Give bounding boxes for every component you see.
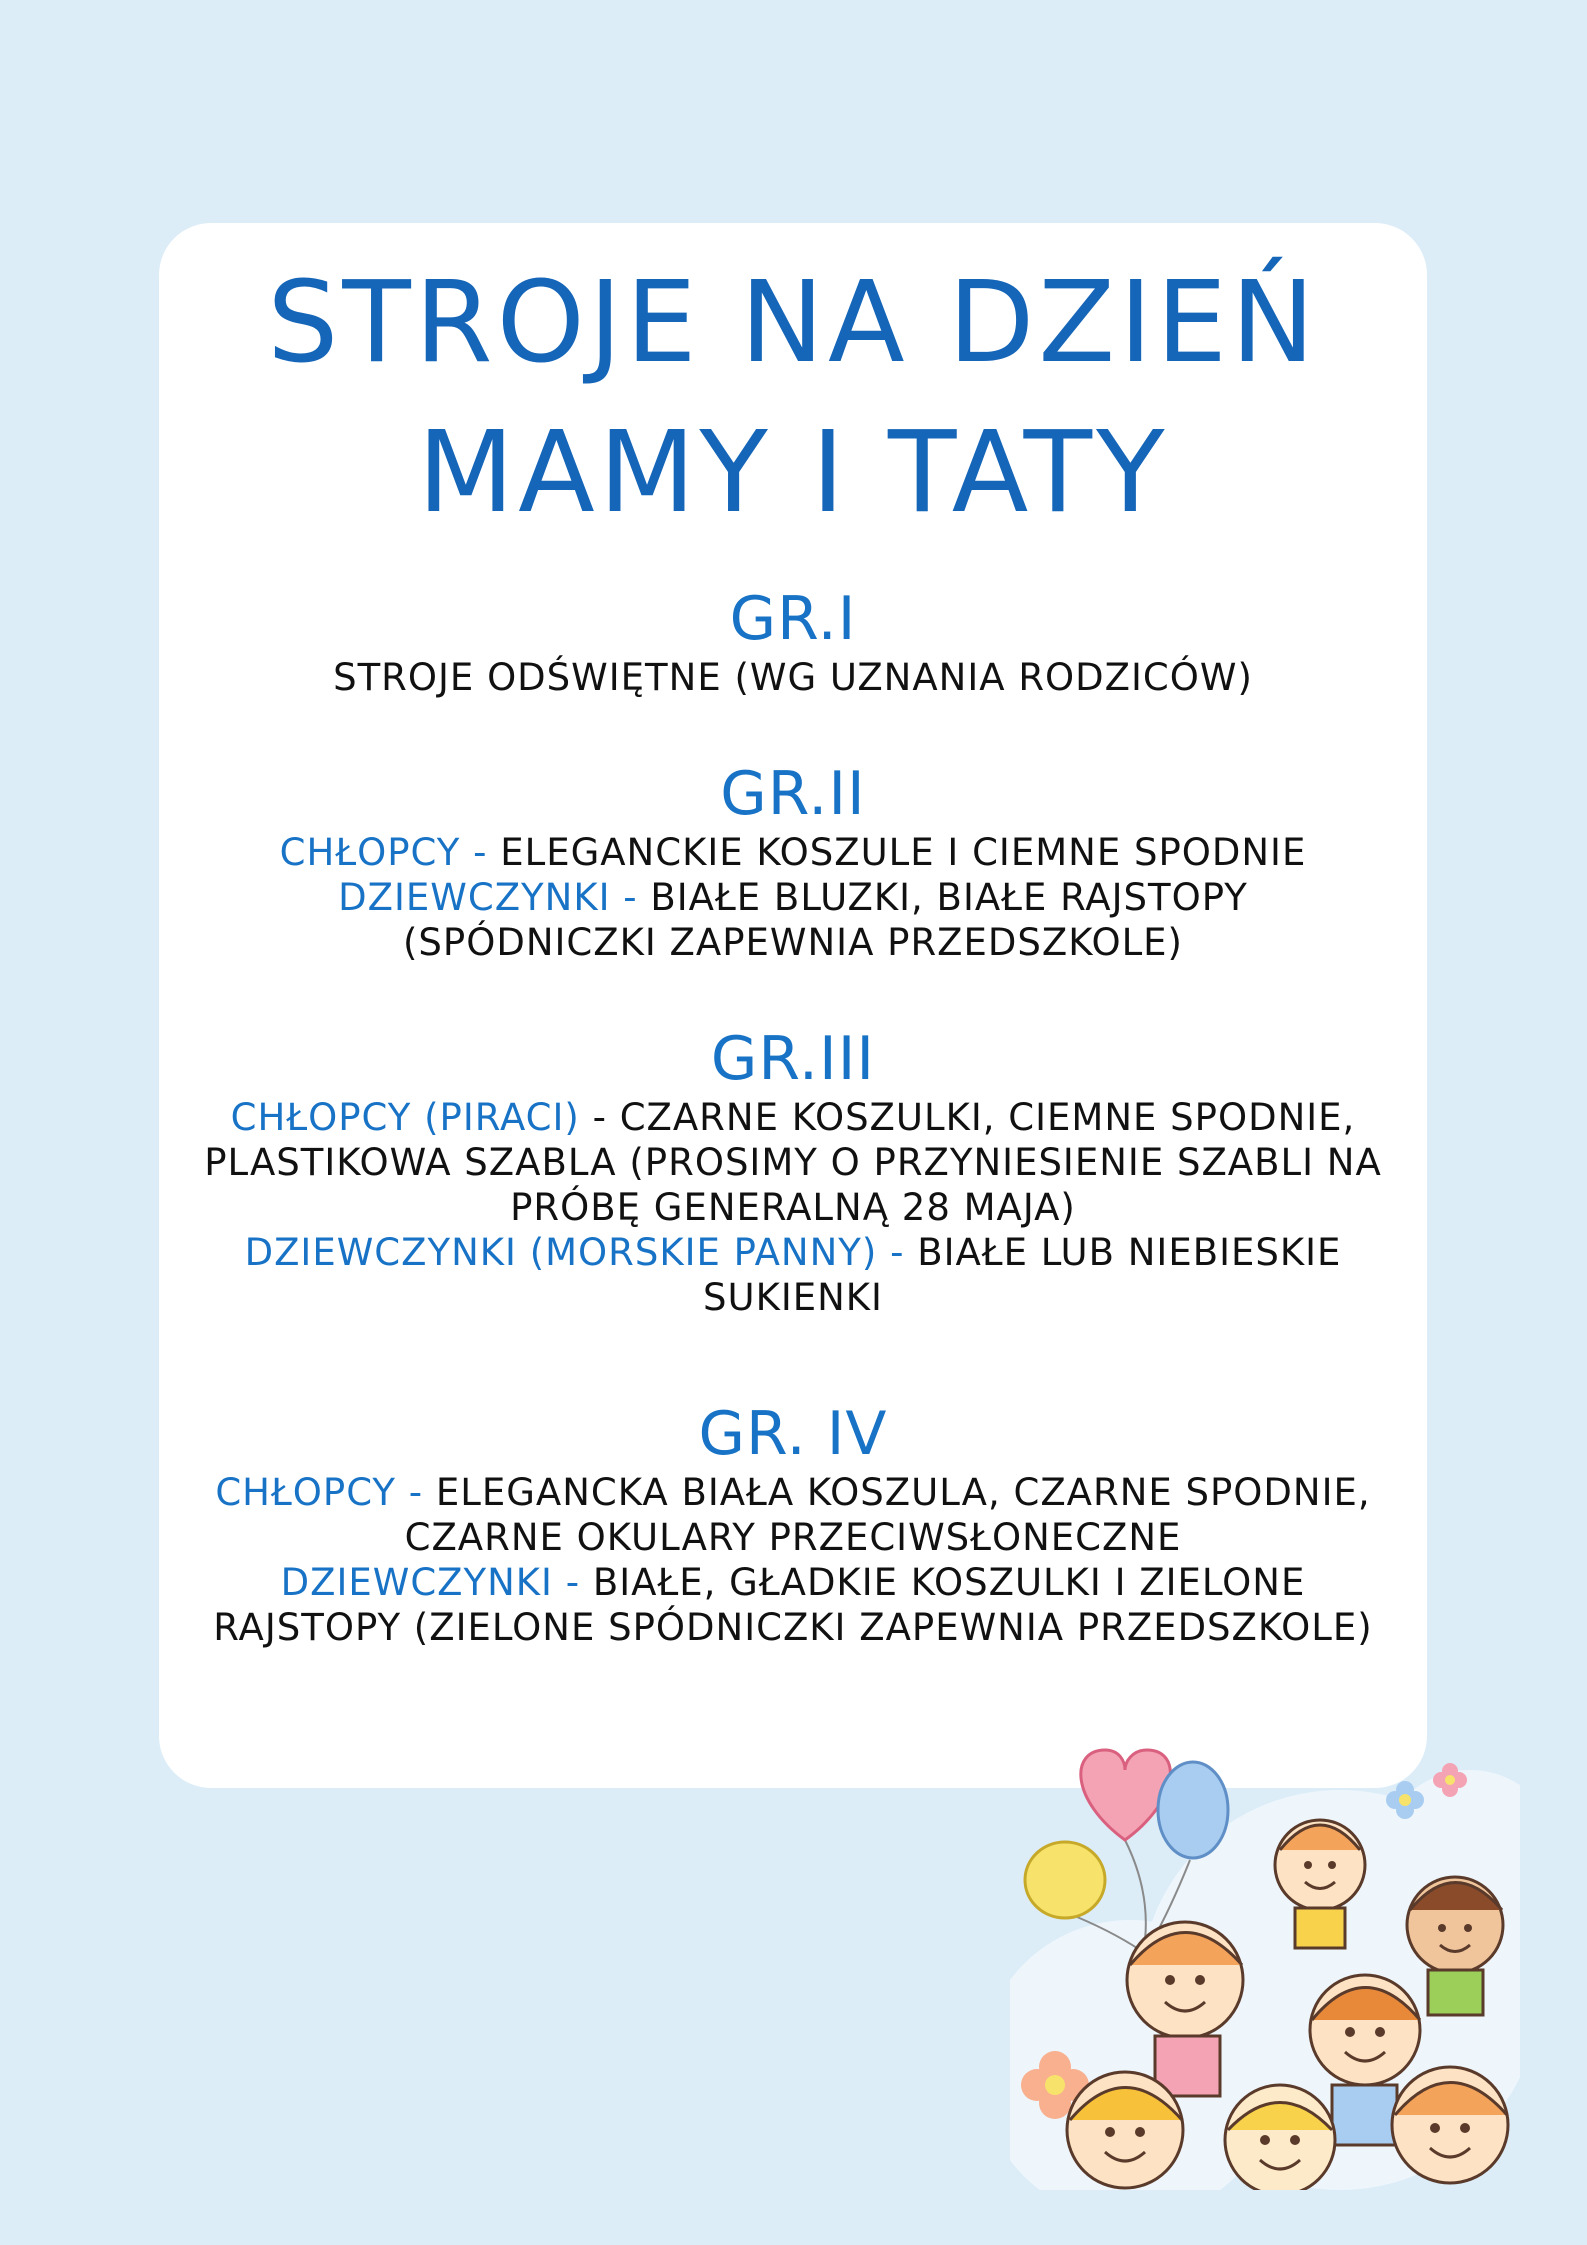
line-label: CHŁOPCY (PIRACI): [230, 1096, 593, 1139]
group-line: SUKIENKI: [703, 1276, 883, 1319]
page-title: [159, 248, 1427, 548]
group-line: CHŁOPCY - ELEGANCKIE KOSZULE I CIEMNE SPODNIE: [279, 831, 1307, 874]
children-with-balloons-illustration: [1010, 1740, 1520, 2190]
group-section-2: [159, 758, 1427, 965]
group-line: DZIEWCZYNKI - BIAŁE, GŁADKIE KOSZULKI I ZIELONE: [280, 1561, 1306, 1604]
heart-balloon-icon: [1081, 1750, 1171, 1840]
group-title: GR.III: [710, 1024, 876, 1094]
group-line: CZARNE OKULARY PRZECIWSŁONECZNE: [404, 1516, 1182, 1559]
group-line: STROJE ODŚWIĘTNE (WG UZNANIA RODZICÓW): [333, 656, 1253, 699]
line-label: DZIEWCZYNKI (MORSKIE PANNY) -: [244, 1231, 918, 1274]
group-section-1: [159, 583, 1427, 700]
group-line: RAJSTOPY (ZIELONE SPÓDNICZKI ZAPEWNIA PRZEDSZKOLE): [213, 1606, 1373, 1649]
group-line: DZIEWCZYNKI - BIAŁE BLUZKI, BIAŁE RAJSTOPY: [338, 876, 1248, 919]
group-title: GR. IV: [698, 1399, 888, 1469]
line-label: CHŁOPCY -: [279, 831, 501, 874]
group-line: CHŁOPCY (PIRACI) - CZARNE KOSZULKI, CIEMNE SPODNIE,: [230, 1096, 1356, 1139]
group-title: GR.I: [729, 584, 857, 654]
group-line: CHŁOPCY - ELEGANCKA BIAŁA KOSZULA, CZARNE SPODNIE,: [215, 1471, 1371, 1514]
group-line: (SPÓDNICZKI ZAPEWNIA PRZEDSZKOLE): [402, 921, 1183, 964]
line-label: DZIEWCZYNKI -: [338, 876, 651, 919]
content-card: [159, 223, 1427, 1788]
group-line: DZIEWCZYNKI (MORSKIE PANNY) - BIAŁE LUB NIEBIESKIE: [244, 1231, 1342, 1274]
title-line-2: MAMY I TATY: [417, 408, 1169, 538]
group-section-3: [159, 1023, 1427, 1320]
line-label: CHŁOPCY -: [215, 1471, 436, 1514]
group-line: PLASTIKOWA SZABLA (PROSIMY O PRZYNIESIENIE SZABLI NA: [204, 1141, 1382, 1184]
blue-balloon-icon: [1158, 1762, 1228, 1858]
group-title: GR.II: [720, 759, 866, 829]
yellow-balloon-icon: [1025, 1842, 1105, 1918]
group-section-4: [159, 1398, 1427, 1650]
title-line-1: STROJE NA DZIEŃ: [267, 258, 1319, 388]
line-label: DZIEWCZYNKI -: [280, 1561, 593, 1604]
group-line: PRÓBĘ GENERALNĄ 28 MAJA): [510, 1186, 1076, 1229]
